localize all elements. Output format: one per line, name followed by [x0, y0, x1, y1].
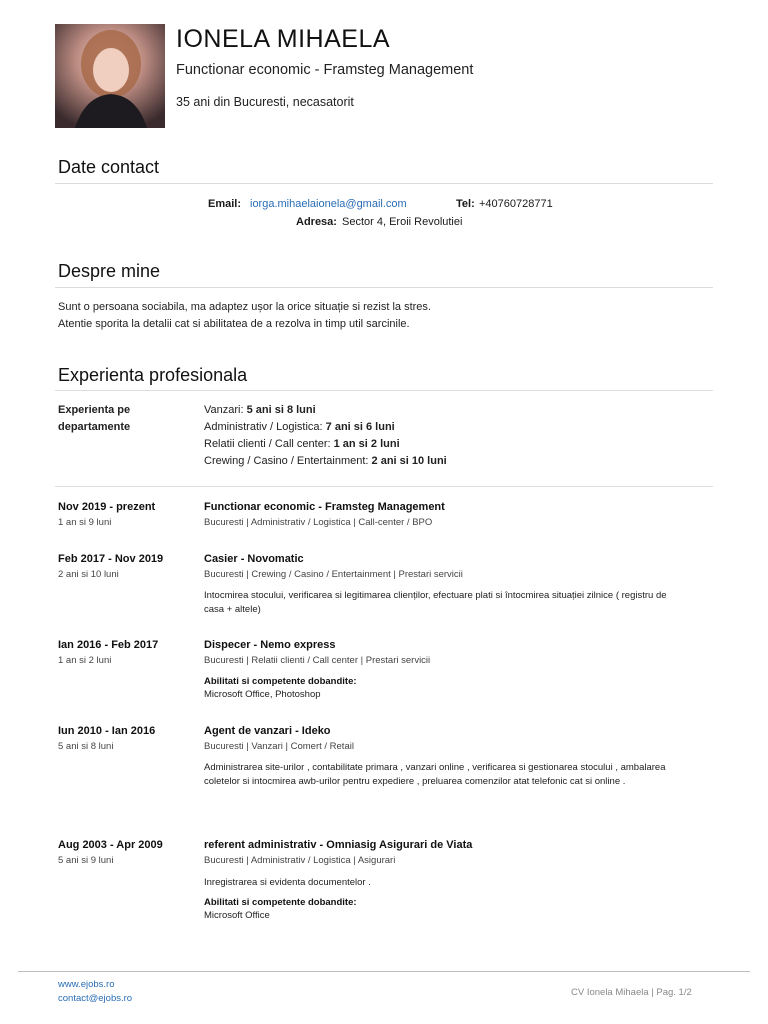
- job-meta: Bucuresti | Relatii clienti / Call center | Prestari servicii: [204, 655, 431, 666]
- section-title-about: Despre mine: [58, 261, 161, 281]
- job-duration: 5 ani si 8 luni: [58, 741, 114, 752]
- job-description: casa + altele): [204, 604, 261, 615]
- job-duration: 5 ani si 9 luni: [58, 855, 114, 866]
- job-date: Iun 2010 - Ian 2016: [58, 725, 156, 737]
- job-date: Aug 2003 - Apr 2009: [58, 839, 163, 851]
- person-photo-icon: [55, 24, 165, 128]
- footer-email-link[interactable]: contact@ejobs.ro: [58, 993, 133, 1004]
- divider: [55, 486, 713, 487]
- job-duration: 1 an si 9 luni: [58, 517, 112, 528]
- job-title: Dispecer - Nemo express: [204, 639, 336, 651]
- dept-duration: 7 ani si 6 luni: [325, 421, 395, 433]
- job-meta: Bucuresti | Administrativ / Logistica | Call-center / BPO: [204, 517, 433, 528]
- footer-site-link[interactable]: www.ejobs.ro: [58, 979, 115, 990]
- job-title: Casier - Novomatic: [204, 553, 304, 565]
- profile-photo: [55, 24, 165, 128]
- section-title-experience: Experienta profesionala: [58, 365, 248, 385]
- job-description: Administrarea site-urilor , contabilitate primara , vanzari online , verificarea si gestionarea stocului , ambalarea: [204, 762, 666, 773]
- dept-row: [204, 436, 400, 453]
- job-title: Functionar economic - Framsteg Management: [204, 501, 445, 513]
- dept-duration: 1 an si 2 luni: [333, 438, 400, 450]
- section-title-contact: Date contact: [58, 157, 160, 177]
- job-title: referent administrativ - Omniasig Asigurari de Viata: [204, 839, 473, 851]
- job-date: Ian 2016 - Feb 2017: [58, 639, 159, 651]
- job-meta: Bucuresti | Vanzari | Comert / Retail: [204, 741, 354, 752]
- about-line: Atentie sporita la detalii cat si abilitatea de a rezolva in timp util sarcinile.: [58, 318, 410, 330]
- dept-duration: 5 ani si 8 luni: [246, 404, 316, 416]
- divider: [55, 287, 713, 288]
- dept-name: Relatii clienti / Call center:: [204, 438, 334, 450]
- job-description: Intocmirea stocului, verificarea si legitimarea clienților, efectuare plati si întocmirea situației zilnice ( registru de: [204, 590, 667, 601]
- job-skills: Microsoft Office: [204, 910, 270, 921]
- job-date: Nov 2019 - prezent: [58, 501, 156, 513]
- candidate-details: 35 ani din Bucuresti, necasatorit: [176, 95, 354, 109]
- email-label: Email:: [208, 198, 242, 210]
- job-meta: Bucuresti | Administrativ / Logistica | Asigurari: [204, 855, 396, 866]
- address-value: Sector 4, Eroii Revolutiei: [342, 216, 463, 228]
- dept-row: [204, 402, 316, 419]
- job-meta: Bucuresti | Crewing / Casino / Entertainment | Prestari servicii: [204, 569, 463, 580]
- job-duration: 2 ani si 10 luni: [58, 569, 119, 580]
- dept-experience-label: Experienta pe: [58, 404, 131, 416]
- email-link[interactable]: iorga.mihaelaionela@gmail.com: [250, 198, 407, 210]
- dept-duration: 2 ani si 10 luni: [371, 455, 447, 467]
- job-title: Agent de vanzari - Ideko: [204, 725, 331, 737]
- job-description: coletelor si intocmirea awb-urilor pentru expediere , preluarea comenzilor atat telefonic cat si online .: [204, 776, 626, 787]
- job-skills-heading: Abilitati si competente dobandite:: [204, 897, 357, 908]
- footer-page-number: CV Ionela Mihaela | Pag. 1/2: [571, 987, 692, 998]
- dept-name: Vanzari:: [204, 404, 247, 416]
- dept-row: [204, 453, 447, 470]
- divider: [55, 390, 713, 391]
- job-duration: 1 an si 2 luni: [58, 655, 112, 666]
- tel-value: +40760728771: [479, 198, 553, 210]
- job-skills-heading: Abilitati si competente dobandite:: [204, 676, 357, 687]
- dept-experience-label: departamente: [58, 421, 131, 433]
- footer-divider: [18, 971, 750, 972]
- tel-label: Tel:: [456, 198, 475, 210]
- divider: [55, 183, 713, 184]
- candidate-current-position: Functionar economic - Framsteg Management: [176, 62, 474, 78]
- job-skills: Microsoft Office, Photoshop: [204, 689, 321, 700]
- job-date: Feb 2017 - Nov 2019: [58, 553, 164, 565]
- about-line: Sunt o persoana sociabila, ma adaptez ușor la orice situație si rezist la stres.: [58, 301, 431, 313]
- job-description: Inregistrarea si evidenta documentelor .: [204, 877, 371, 888]
- dept-row: [204, 419, 395, 436]
- address-label: Adresa:: [296, 216, 337, 228]
- dept-name: Administrativ / Logistica:: [204, 421, 326, 433]
- candidate-name: IONELA MIHAELA: [176, 25, 391, 53]
- dept-name: Crewing / Casino / Entertainment:: [204, 455, 372, 467]
